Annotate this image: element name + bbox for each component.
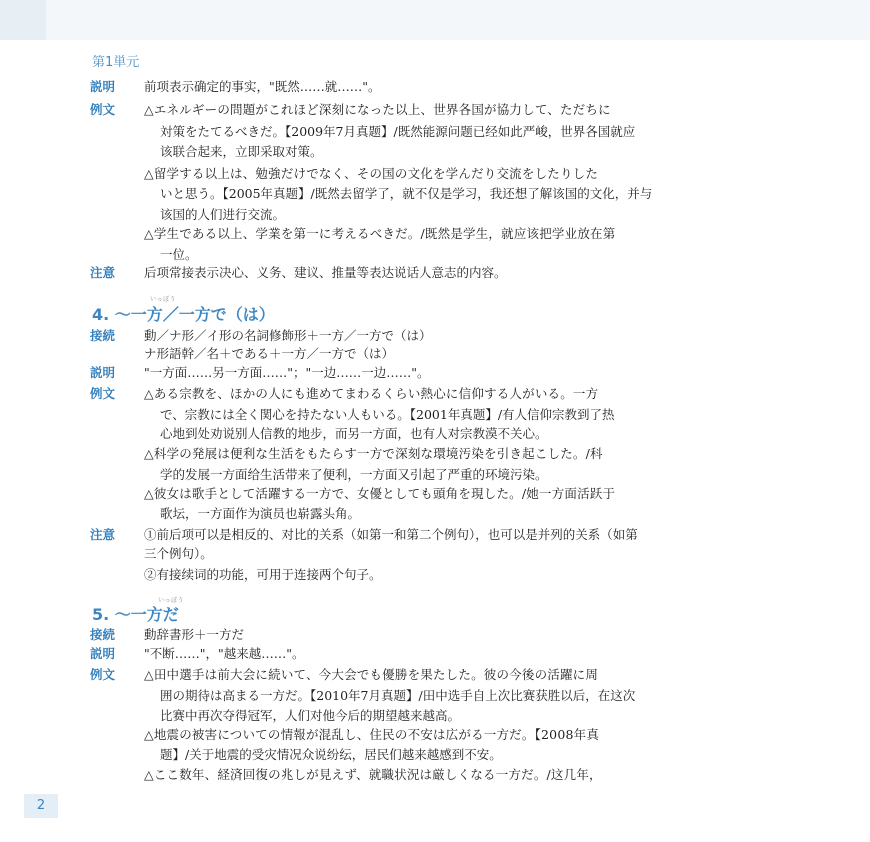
setsuzoku-text: 動／ナ形／イ形の名詞修飾形＋一方／一方で（は） xyxy=(144,328,432,343)
reibun-label: 例文 xyxy=(90,386,116,401)
setsumei-text: "一方面……另一方面……"；"一边……一边……"。 xyxy=(144,365,430,380)
example-line: 该联合起来，立即采取对策。 xyxy=(160,144,323,159)
header-corner xyxy=(0,0,46,40)
example-line: △田中選手は前大会に続いて、今大会でも優勝を果たした。彼の今後の活躍に周 xyxy=(144,667,599,682)
chui-label: 注意 xyxy=(90,527,116,542)
reibun-label: 例文 xyxy=(90,667,116,682)
example-line: 囲の期待は高まる一方だ。【2010年7月真题】/田中选手自上次比赛获胜以后，在这次 xyxy=(160,688,636,703)
heading-ruby: いっぽう xyxy=(150,296,177,303)
example-line: 该国的人们进行交流。 xyxy=(160,207,286,222)
unit-label: 第1単元 xyxy=(92,55,140,70)
header-bar xyxy=(0,0,870,40)
reibun-label: 例文 xyxy=(90,102,116,117)
example-line: 対策をたてるべきだ。【2009年7月真题】/既然能源问题已经如此严峻，世界各国就应 xyxy=(160,124,636,139)
example-line: 学的发展一方面给生活带来了便利，一方面又引起了严重的环境污染。 xyxy=(160,467,548,482)
page-number: 2 xyxy=(24,794,58,818)
section-heading: 5. ～一方だ xyxy=(92,605,179,624)
example-line: 比赛中再次夺得冠军，人们对他今后的期望越来越高。 xyxy=(160,708,461,723)
example-line: △科学の発展は便利な生活をもたらす一方で深刻な環境汚染を引き起こした。/科 xyxy=(144,446,603,461)
example-line: で、宗教には全く関心を持たない人もいる。【2001年真题】/有人信仰宗教到了热 xyxy=(160,407,615,422)
setsumei-text: 前项表示确定的事实，"既然……就……"。 xyxy=(144,79,381,94)
example-line: △留学する以上は、勉強だけでなく、その国の文化を学んだり交流をしたりした xyxy=(144,166,599,181)
example-line: △エネルギーの問題がこれほど深刻になった以上、世界各国が協力して、ただちに xyxy=(144,102,611,117)
example-line: △学生である以上、学業を第一に考えるべきだ。/既然是学生，就应该把学业放在第 xyxy=(144,226,616,241)
example-line: 题】/关于地震的受灾情况众说纷纭，居民们越来越感到不安。 xyxy=(160,747,502,762)
setsuzoku-text: ナ形語幹／名＋である＋一方／一方で（は） xyxy=(144,346,395,361)
setsumei-text: "不断……"，"越来越……"。 xyxy=(144,646,305,661)
chui-label: 注意 xyxy=(90,265,116,280)
example-line: △彼女は歌手として活躍する一方で、女優としても頭角を現した。/她一方面活跃于 xyxy=(144,486,616,501)
example-line: 一位。 xyxy=(160,247,198,262)
chui-text: ①前后项可以是相反的、对比的关系（如第一和第二个例句），也可以是并列的关系（如第 xyxy=(144,527,638,542)
setsuzoku-text: 動辞書形＋一方だ xyxy=(144,627,245,642)
example-line: △地震の被害についての情報が混乱し、住民の不安は広がる一方だ。【2008年真 xyxy=(144,727,600,742)
setsumei-label: 説明 xyxy=(90,646,116,661)
example-line: 心地到处劝说别人信教的地步，而另一方面，也有人对宗教漠不关心。 xyxy=(160,426,548,441)
example-line: △ここ数年、経済回復の兆しが見えず、就職状況は厳しくなる一方だ。/这几年， xyxy=(144,767,602,782)
setsumei-label: 説明 xyxy=(90,79,116,94)
example-line: 歌坛，一方面作为演员也崭露头角。 xyxy=(160,506,361,521)
section-heading: 4. ～一方／一方で（は） xyxy=(92,305,275,324)
setsuzoku-label: 接続 xyxy=(90,627,116,642)
heading-ruby: いっぽう xyxy=(158,597,185,604)
example-line: いと思う。【2005年真题】/既然去留学了，就不仅是学习，我还想了解该国的文化，并与 xyxy=(160,186,653,201)
chui-text: 后项常接表示决心、义务、建议、推量等表达说话人意志的内容。 xyxy=(144,265,507,280)
chui-text: 三个例句）。 xyxy=(144,546,213,561)
chui-text: ②有接续词的功能，可用于连接两个句子。 xyxy=(144,567,382,582)
setsuzoku-label: 接続 xyxy=(90,328,116,343)
setsumei-label: 説明 xyxy=(90,365,116,380)
example-line: △ある宗教を、ほかの人にも進めてまわるくらい熱心に信仰する人がいる。一方 xyxy=(144,386,599,401)
